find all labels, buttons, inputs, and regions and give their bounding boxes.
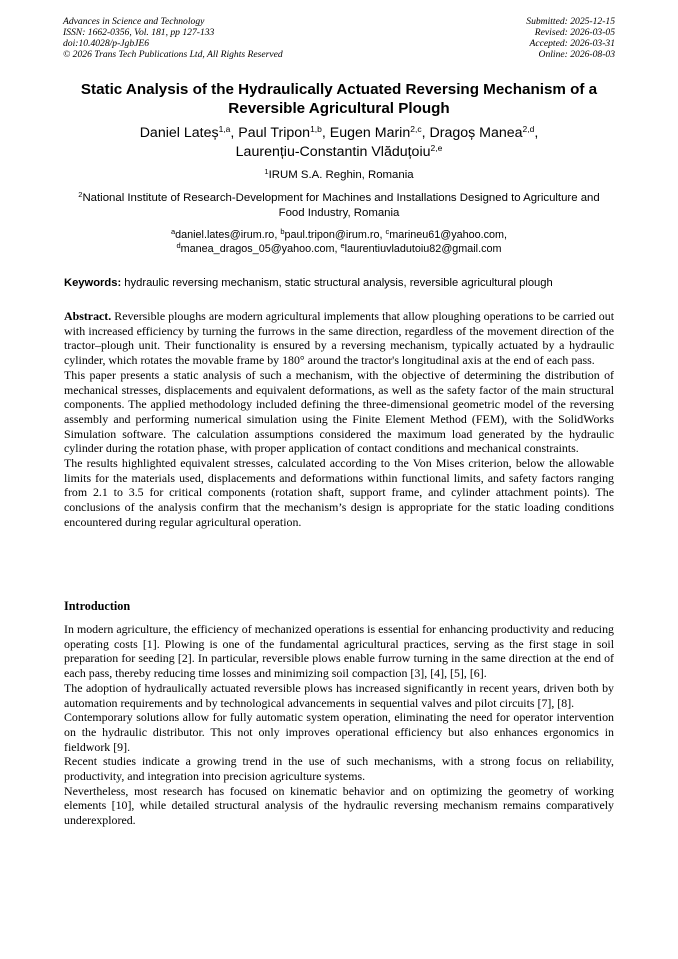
author-name: Eugen Marin <box>329 125 411 141</box>
affiliation-1 <box>40 168 638 182</box>
email-list <box>60 228 618 256</box>
journal-info <box>63 16 283 60</box>
paper-title-line2: Reversible Agricultural Plough <box>228 100 450 117</box>
keywords <box>64 276 624 290</box>
author-separator: , <box>421 125 430 141</box>
introduction-paragraph: In modern agriculture, the efficiency of mechanized operations is essential for enhancing productivity and reducing operating costs [1]. Plowing is one of the fundamental agricultural practices, serving as the first stage in soil preparation for seeding [2]. In particular, reversible plows enable furrow turning in the same direction at the end of each pass, thereby reducing time losses and minimizing soil compaction [3], [4], [5], [6]. <box>64 622 614 681</box>
author-superscript: 2,c <box>410 124 422 134</box>
accepted-date: Accepted: 2026-03-31 <box>529 38 615 49</box>
affiliation-text: National Institute of Research-Development for Machines and Installations Designed to Agriculture and Food Industry, Romania <box>82 192 600 219</box>
email-separator: , <box>274 229 281 241</box>
email-superscript: a <box>170 227 176 236</box>
introduction-paragraph: Recent studies indicate a growing trend in the use of such mechanisms, with a strong focus on reliability, productivity, and integration into precision agriculture systems. <box>64 754 614 784</box>
introduction-body <box>64 622 614 828</box>
keywords-text: hydraulic reversing mechanism, static structural analysis, reversible agricultural plough <box>121 277 553 289</box>
submitted-date: Submitted: 2025-12-15 <box>526 16 615 27</box>
email-address: laurentiuvladutoiu82@gmail.com <box>344 243 502 255</box>
author-separator: , <box>321 125 330 141</box>
abstract-paragraph-3: The results highlighted equivalent stresses, calculated according to the Von Mises criterion, below the allowable limits for the materials used, displacements and deformations within functional limits, and safety factors ranging from 2.1 to 3.5 for critical components (rotation shaft, support frame, and cylinder attachment points). The conclusions of the analysis confirm that the mechanism’s design is appropriate for the static loading conditions encountered during regular agricultural operation. <box>64 456 614 529</box>
email-separator: , <box>334 243 341 255</box>
author-superscript: 2,e <box>430 143 443 153</box>
email-line-2 <box>60 242 618 256</box>
email-address: daniel.lates@irum.ro <box>175 229 275 241</box>
author-line-1 <box>40 124 638 143</box>
abstract-paragraph-1 <box>64 309 614 368</box>
journal-doi: doi:10.4028/p-JgbJE6 <box>63 38 150 49</box>
email-superscript: b <box>280 227 285 236</box>
introduction-paragraph: Contemporary solutions allow for fully automatic system operation, eliminating the need for operator intervention on the hydraulic distributor. This not only improves operational efficiency but also enhances ergonomics in fieldwork [9]. <box>64 710 614 754</box>
email-separator: , <box>504 229 508 241</box>
journal-name: Advances in Science and Technology <box>63 16 205 27</box>
email-superscript: e <box>340 241 345 250</box>
submission-dates <box>526 16 615 60</box>
online-date: Online: 2026-08-03 <box>538 49 615 60</box>
author-superscript: 1,b <box>310 124 322 134</box>
abstract <box>64 309 614 530</box>
author-separator: , <box>534 125 539 141</box>
author-list <box>40 124 638 162</box>
email-superscript: d <box>176 241 181 250</box>
author-name: Paul Tripon <box>238 125 311 141</box>
introduction-heading: Introduction <box>64 599 131 613</box>
introduction-paragraph: The adoption of hydraulically actuated reversible plows has increased significantly in recent years, driven both by automation requirements and by technological advancements in sequential valves and pilot circuits [7], [8]. <box>64 680 614 710</box>
affiliation-2 <box>70 191 608 221</box>
author-name: Dragoș Manea <box>429 125 523 141</box>
author-line-2 <box>40 143 638 162</box>
paper-title-line1: Static Analysis of the Hydraulically Actuated Reversing Mechanism of a <box>80 81 598 98</box>
abstract-paragraph-2: This paper presents a static analysis of such a mechanism, with the objective of determining the distribution of mechanical stresses, displacements and equivalent deformations, as well as the safety factor of the main structural components. The applied methodology included defining the three-dimensional geometric model of the reversing assembly and performing numerical simulation using the Finite Element Method (FEM), with the SolidWorks Simulation software. The calculation assumptions considered the maximum load generated by the hydraulic cylinder during the rotation phase, with proper application of contact conditions and mechanical constraints. <box>64 367 614 456</box>
author-superscript: 1,a <box>218 124 231 134</box>
author-separator: , <box>230 125 239 141</box>
abstract-label: Abstract. <box>64 309 112 323</box>
email-address: paul.tripon@irum.ro <box>284 229 380 241</box>
author-superscript: 2,d <box>522 124 535 134</box>
introduction-paragraph: Nevertheless, most research has focused on kinematic behavior and on optimizing the geometry of working elements [10], while detailed structural analysis of the hydraulic reversing mechanism remains comparatively underexplored. <box>64 783 614 828</box>
email-address: manea_dragos_05@yahoo.com <box>180 243 335 255</box>
email-superscript: c <box>385 227 390 236</box>
author-name: Daniel Lateș <box>139 125 219 141</box>
email-line-1 <box>60 228 618 242</box>
journal-issn: ISSN: 1662-0356, Vol. 181, pp 127-133 <box>63 27 215 38</box>
keywords-label: Keywords: <box>64 277 122 289</box>
affiliation-superscript: 2 <box>78 190 83 199</box>
journal-copyright: © 2026 Trans Tech Publications Ltd, All Rights Reserved <box>63 49 283 60</box>
author-name: Laurențiu-Constantin Vlăduțoiu <box>235 144 431 160</box>
abstract-text: Reversible ploughs are modern agricultural implements that allow ploughing operations to be carried out with increased efficiency by turning the furrows in the same direction, regardless of the movement direction of the tractor–plough unit. Their functionality is ensured by a reversing mechanism, typically actuated by a hydraulic cylinder, which rotates the movable frame by 180° around the tractor's longitudinal axis at the end of each pass. <box>64 309 614 368</box>
affiliation-superscript: 1 <box>264 167 269 176</box>
email-separator: , <box>379 229 386 241</box>
email-address: marineu61@yahoo.com <box>389 229 505 241</box>
affiliation-text: IRUM S.A. Reghin, Romania <box>268 169 414 181</box>
paper-title <box>40 80 638 118</box>
revised-date: Revised: 2026-03-05 <box>534 27 615 38</box>
